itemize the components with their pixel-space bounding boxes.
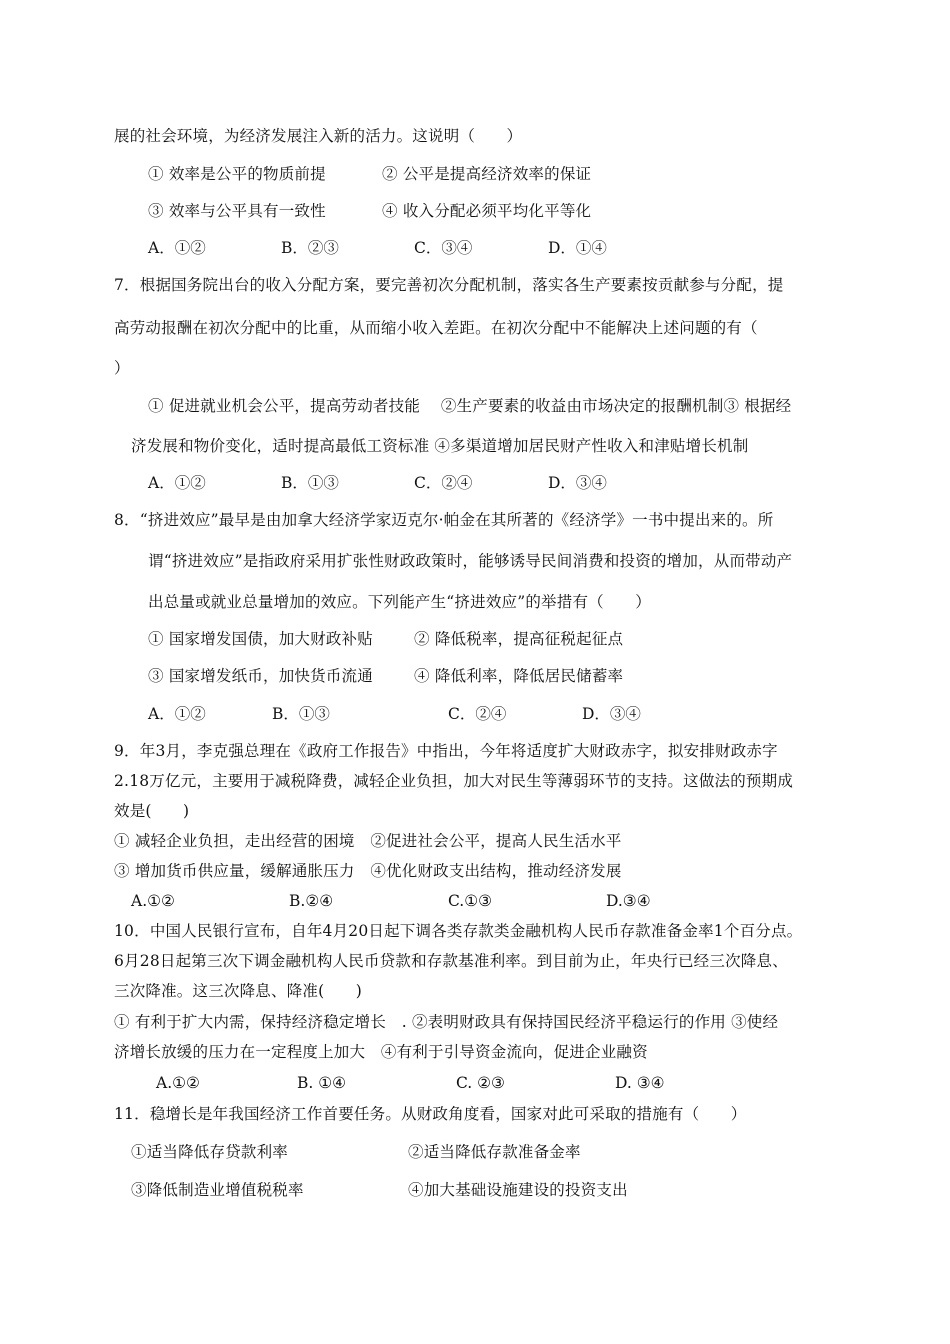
q10-items-line-2: 济增长放缓的压力在一定程度上加大 ④有利于引导资金流向，促进企业融资 <box>114 1043 648 1061</box>
q7-option-b: B．①③ <box>281 474 339 492</box>
q11-item-3: ③降低制造业增值税税率 <box>131 1181 304 1199</box>
q9-items-line-1: ① 减轻企业负担，走出经营的困境 ②促进社会公平，提高人民生活水平 <box>114 832 622 850</box>
q6-stem-continuation: 展的社会环境，为经济发展注入新的活力。这说明（ ） <box>114 127 523 145</box>
q9-option-b: B.②④ <box>289 892 334 910</box>
q10-option-a: A.①② <box>156 1074 200 1092</box>
q10-option-b: B. ①④ <box>297 1074 347 1092</box>
q8-item-2: ② 降低税率，提高征税起征点 <box>414 630 624 648</box>
q9-option-d: D.③④ <box>606 892 651 910</box>
q9-stem-line-2: 2.18万亿元，主要用于减税降费，减轻企业负担，加大对民生等薄弱环节的支持。这做法的预期成 <box>114 772 794 790</box>
q6-item-1: ① 效率是公平的物质前提 <box>148 165 326 183</box>
q8-stem-line-2: 谓“挤进效应”是指政府采用扩张性财政政策时，能够诱导民间消费和投资的增加，从而带动产 <box>148 552 793 570</box>
q10-option-d: D. ③④ <box>615 1074 665 1092</box>
q8-options <box>0 704 950 724</box>
q6-option-c: C．③④ <box>414 239 473 257</box>
q10-stem-line-1: 10．中国人民银行宣布，自年4月20日起下调各类存款类金融机构人民币存款准备金率1个百分点。 <box>114 922 803 940</box>
q8-option-b: B．①③ <box>272 705 330 723</box>
q10-stem-line-3: 三次降准。这三次降息、降准( ) <box>114 982 362 1000</box>
q7-stem-line-2: 高劳动报酬在初次分配中的比重，从而缩小收入差距。在初次分配中不能解决上述问题的有（ <box>114 319 758 337</box>
q8-stem-line-3: 出总量或就业总量增加的效应。下列能产生“挤进效应”的举措有（ ） <box>148 593 651 611</box>
q8-stem-line-1: 8．“挤进效应”最早是由加拿大经济学家迈克尔·帕金在其所著的《经济学》一书中提出来的。所 <box>114 511 774 529</box>
q9-items-line-2: ③ 增加货币供应量，缓解通胀压力 ④优化财政支出结构，推动经济发展 <box>114 862 622 880</box>
q8-item-1: ① 国家增发国债，加大财政补贴 <box>148 630 373 648</box>
q8-item-3: ③ 国家增发纸币，加快货币流通 <box>148 667 373 685</box>
q6-option-d: D．①④ <box>548 239 607 257</box>
q9-stem-line-3: 效是( ) <box>114 802 190 820</box>
q6-option-b: B．②③ <box>281 239 339 257</box>
q11-stem-line-1: 11．稳增长是年我国经济工作首要任务。从财政角度看，国家对此可采取的措施有（ ） <box>114 1105 747 1123</box>
q11-item-4: ④加大基础设施建设的投资支出 <box>408 1181 628 1199</box>
q10-option-c: C. ②③ <box>456 1074 505 1092</box>
q7-options <box>0 473 950 493</box>
q6-item-2: ② 公平是提高经济效率的保证 <box>382 165 592 183</box>
q11-item-2: ②适当降低存款准备金率 <box>408 1143 581 1161</box>
q10-items-line-1: ① 有利于扩大内需，保持经济稳定增长 . ②表明财政具有保持国民经济平稳运行的作用 ③使经 <box>114 1013 779 1031</box>
q6-option-a: A．①② <box>148 239 206 257</box>
q7-items-line-1: ① 促进就业机会公平，提高劳动者技能 ②生产要素的收益由市场决定的报酬机制③ 根据经 <box>148 397 792 415</box>
q8-option-d: D．③④ <box>582 705 641 723</box>
q7-option-d: D．③④ <box>548 474 607 492</box>
q8-item-4: ④ 降低利率，降低居民储蓄率 <box>414 667 624 685</box>
q9-options <box>0 891 950 911</box>
q9-option-a: A.①② <box>131 892 175 910</box>
q6-item-4: ④ 收入分配必须平均化平等化 <box>382 202 592 220</box>
q9-stem-line-1: 9．年3月，李克强总理在《政府工作报告》中指出，今年将适度扩大财政赤字，拟安排财政赤字 <box>114 742 778 760</box>
q8-option-c: C．②④ <box>448 705 507 723</box>
q7-stem-line-3: ） <box>114 359 130 377</box>
q9-option-c: C.①③ <box>448 892 493 910</box>
q6-item-3: ③ 效率与公平具有一致性 <box>148 202 326 220</box>
q10-stem-line-2: 6月28日起第三次下调金融机构人民币贷款和存款基准利率。到目前为止，年央行已经三次降息、 <box>114 952 788 970</box>
q11-item-1: ①适当降低存贷款利率 <box>131 1143 289 1161</box>
q7-option-c: C．②④ <box>414 474 473 492</box>
q7-stem-line-1: 7．根据国务院出台的收入分配方案，要完善初次分配机制，落实各生产要素按贡献参与分配，提 <box>114 276 784 294</box>
q7-option-a: A．①② <box>148 474 206 492</box>
q6-options <box>0 238 950 258</box>
q8-option-a: A．①② <box>148 705 206 723</box>
q10-options <box>0 1073 950 1093</box>
q7-items-line-2: 济发展和物价变化，适时提高最低工资标准 ④多渠道增加居民财产性收入和津贴增长机制 <box>131 437 749 455</box>
